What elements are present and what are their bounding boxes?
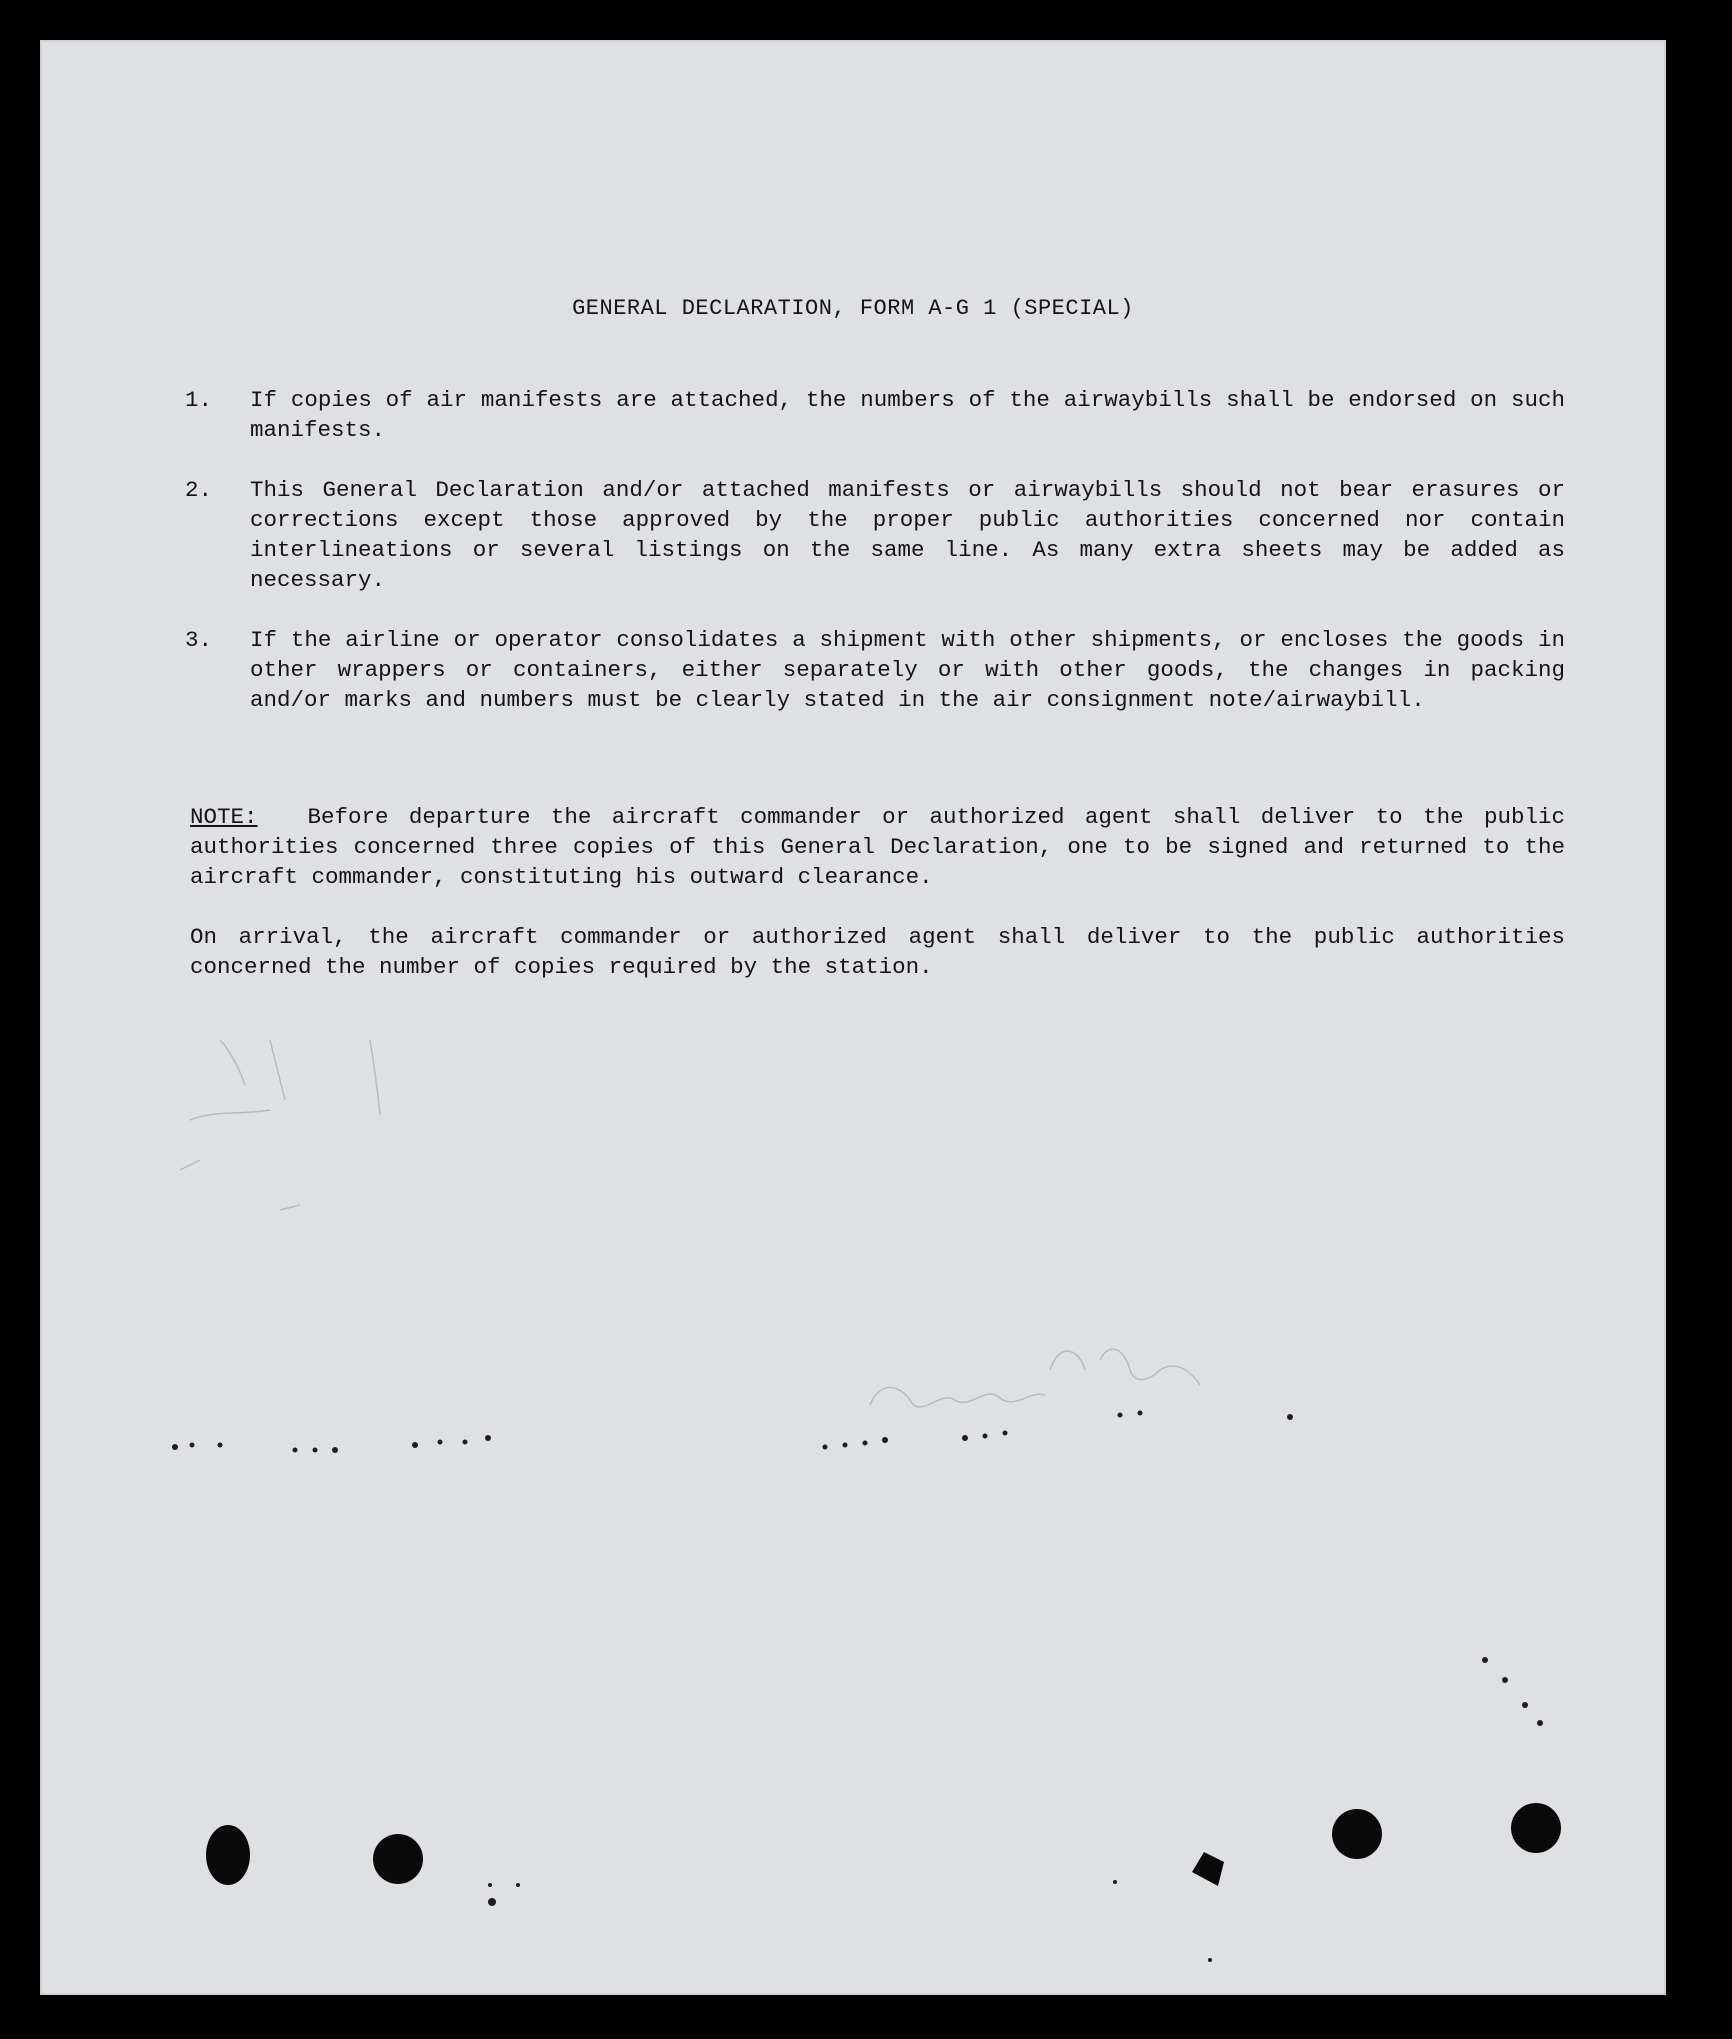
arrival-paragraph: On arrival, the aircraft commander or authorized agent shall deliver to the public authorities concerned the number of copies required by the station. [190,924,1565,980]
note-text: Before departure the aircraft commander or authorized agent shall deliver to the public authorities concerned three copies of this General Declaration, one to be signed and returned to the aircraft commander, constituting his outward clearance. [190,804,1565,890]
ink-blot-mark [1192,1852,1224,1886]
instruction-text: If the airline or operator consolidates a shipment with other shipments, or encloses the goods in other wrappers or containers, either separately or with other goods, the changes in packing and/or marks and numbers must be clearly stated in the air consignment note/airwaybill. [250,627,1565,713]
punch-holes [206,1803,1561,1886]
document-page [40,40,1666,1995]
instruction-number: 1. [185,387,213,413]
punch-hole-mark [373,1834,423,1884]
instruction-number: 3. [185,627,213,653]
punch-hole-mark [206,1825,250,1885]
dot-marks [172,1411,1543,1963]
scan-artifacts [40,40,1666,1995]
punch-hole-mark [1332,1809,1382,1859]
instruction-number: 2. [185,477,213,503]
note-label: NOTE: [190,804,258,830]
instruction-text: This General Declaration and/or attached manifests or airwaybills should not bear erasures or corrections except those approved by the proper public authorities concerned nor contain interlineations or several listings on the same line. As many extra sheets may be added as necessary. [250,477,1565,593]
faint-handwriting [180,1040,1200,1407]
punch-hole-mark [1511,1803,1561,1853]
instruction-text: If copies of air manifests are attached, the numbers of the airwaybills shall be endorsed on such manifests. [250,387,1565,443]
document-title: GENERAL DECLARATION, FORM A-G 1 (SPECIAL) [572,296,1134,321]
